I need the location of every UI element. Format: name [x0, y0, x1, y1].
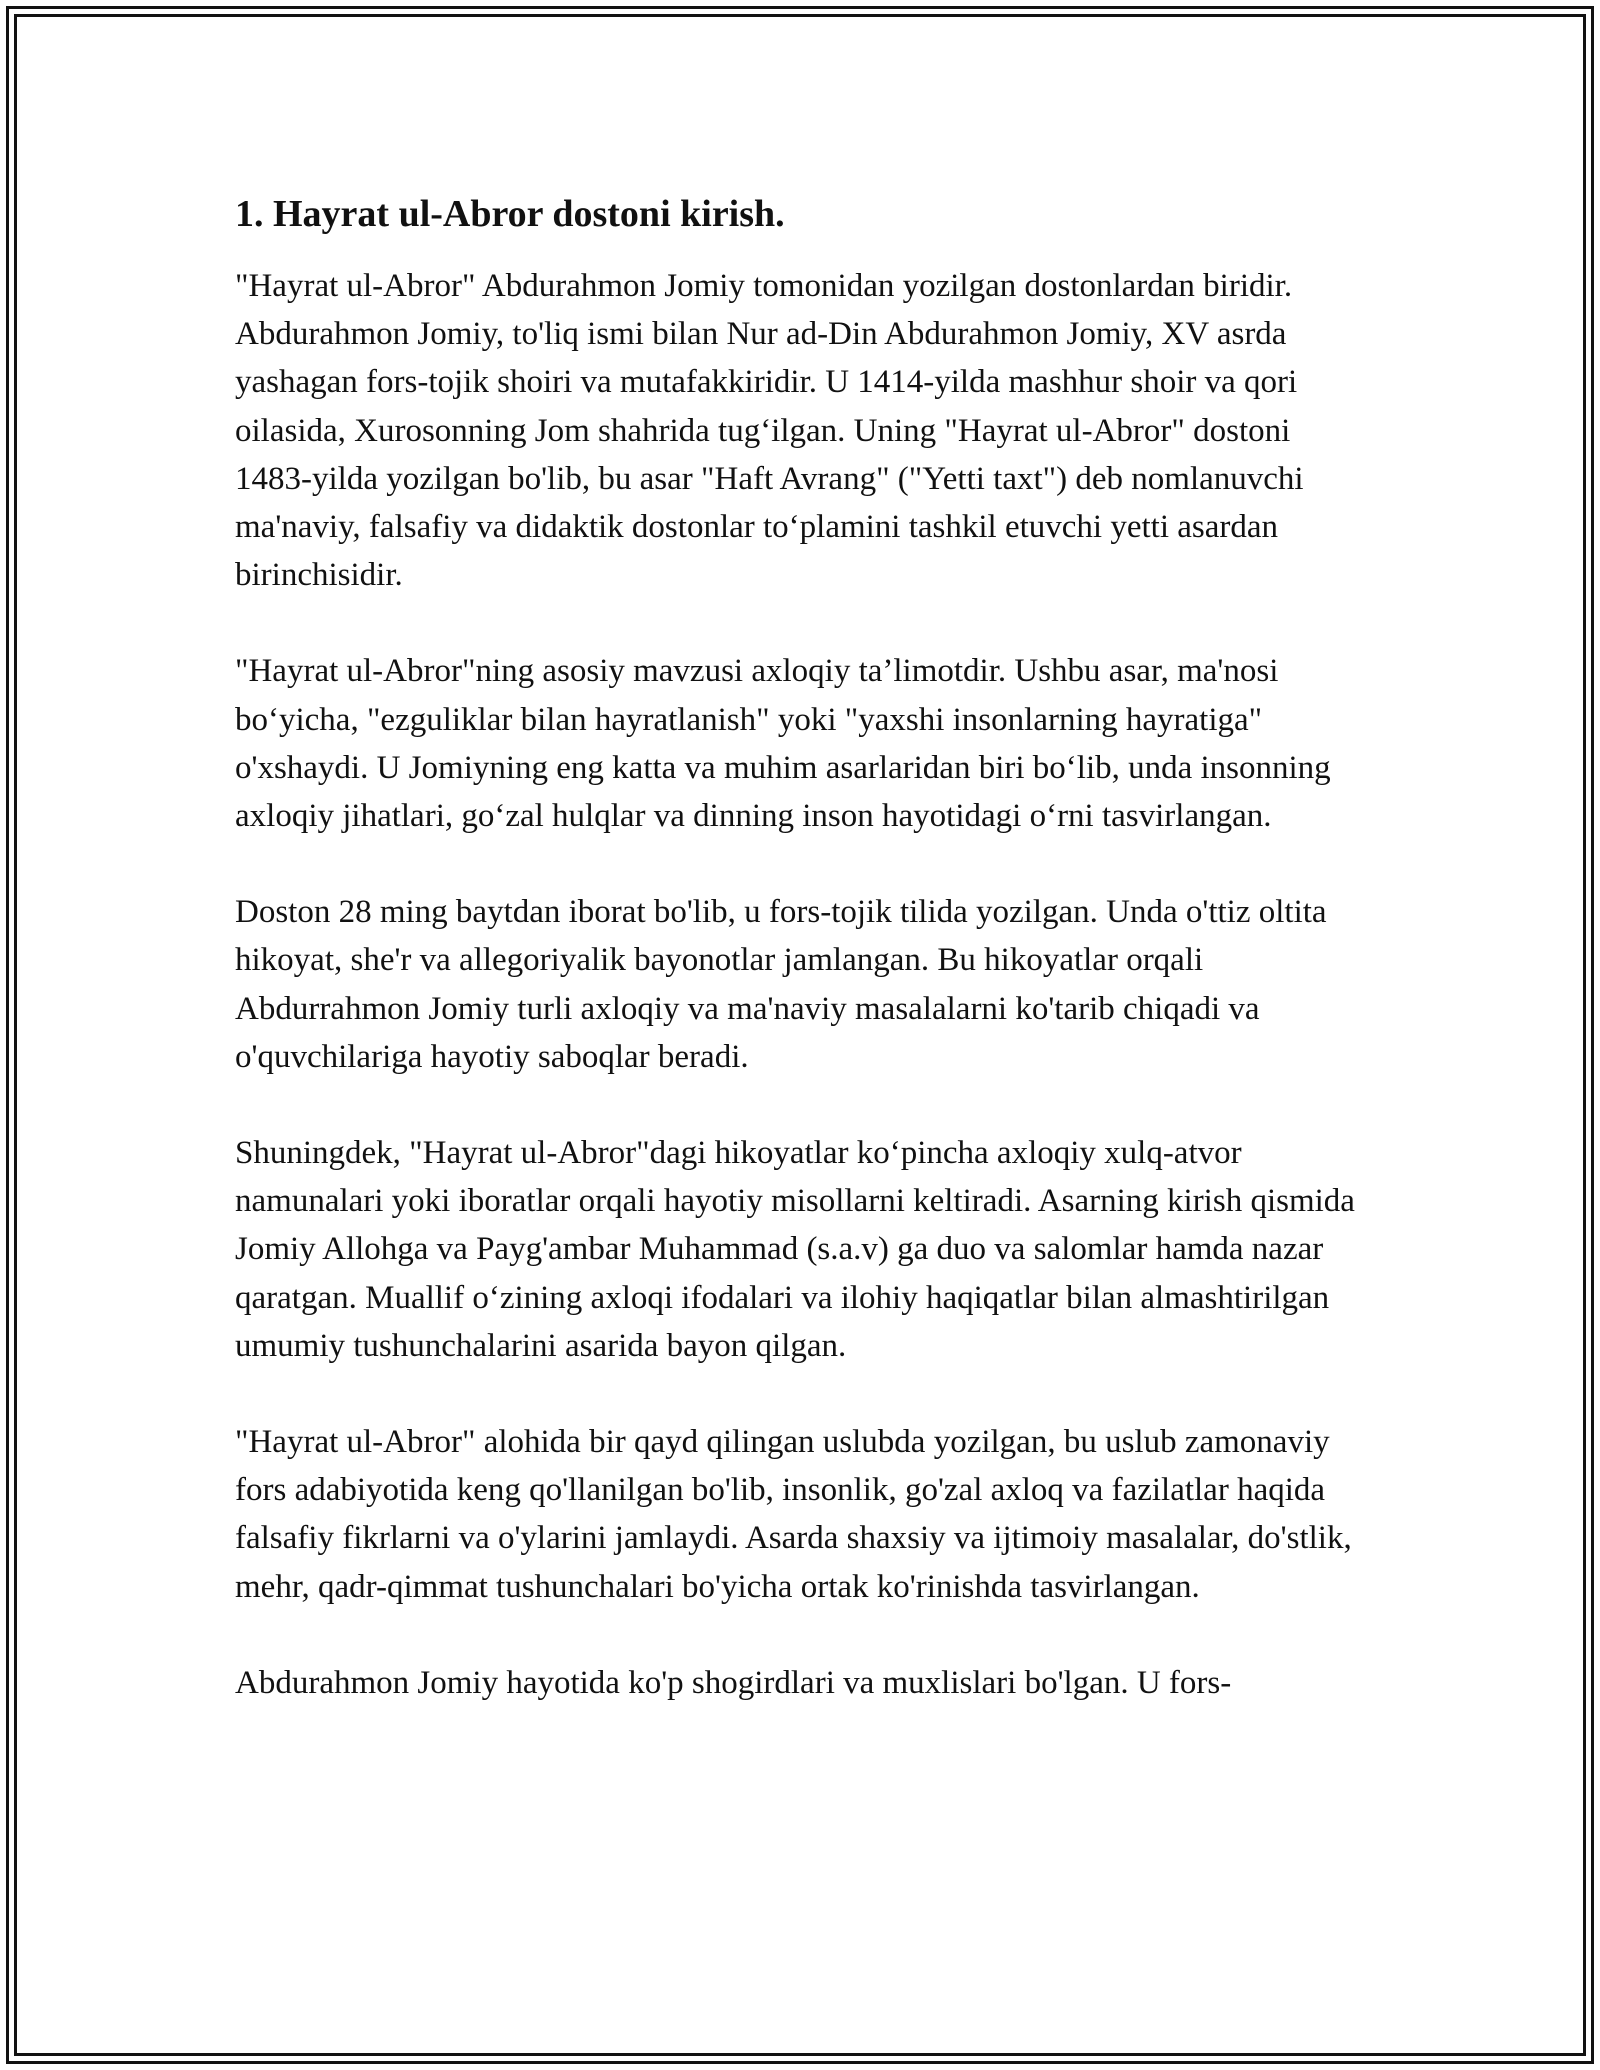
- paragraph-2: "Hayrat ul-Abror"ning asosiy mavzusi axloqiy ta’limotdir. Ushbu asar, ma'nosi boʻyicha, "ezguliklar bilan hayratlanish" yoki "yaxshi insonlarning hayratiga" o'xshaydi. U Jomiyning eng katta va muhim asarlaridan biri boʻlib, unda insonning axloqiy jihatlari, goʻzal hulqlar va dinning inson hayotidagi oʻrni tasvirlangan.: [235, 653, 1331, 835]
- document-body: [235, 190, 1370, 1707]
- section-heading: 1. Hayrat ul-Abror dostoni kirish.: [235, 193, 785, 235]
- paragraph-6: Abdurahmon Jomiy hayotida ko'p shogirdlari va muxlislari bo'lgan. U fors-: [235, 1664, 1232, 1701]
- paragraph-3: Doston 28 ming baytdan iborat bo'lib, u fors-tojik tilida yozilgan. Unda o'ttiz oltita hikoyat, she'r va allegoriyalik bayonotlar jamlangan. Bu hikoyatlar orqali Abdurrahmon Jomiy turli axloqiy va ma'naviy masalalarni ko'tarib chiqadi va o'quvchilariga hayotiy saboqlar beradi.: [235, 894, 1327, 1075]
- paragraph-5: "Hayrat ul-Abror" alohida bir qayd qilingan uslubda yozilgan, bu uslub zamonaviy fors adabiyotida keng qo'llanilgan bo'lib, insonlik, go'zal axloq va fazilatlar haqida falsafiy fikrlarni va o'ylarini jamlaydi. Asarda shaxsiy va ijtimoiy masalalar, do'stlik, mehr, qadr-qimmat tushunchalari bo'yicha ortak ko'rinishda tasvirlangan.: [235, 1424, 1352, 1605]
- paragraph-1: "Hayrat ul-Abror" Abdurahmon Jomiy tomonidan yozilgan dostonlardan biridir. Abdurahmon Jomiy, to'liq ismi bilan Nur ad-Din Abdurahmon Jomiy, XV asrda yashagan fors-tojik shoiri va mutafakkiridir. U 1414-yilda mashhur shoir va qori oilasida, Xurosonning Jom shahrida tugʻilgan. Uning "Hayrat ul-Abror" dostoni 1483-yilda yozilgan bo'lib, bu asar "Haft Avrang" ("Yetti taxt") deb nomlanuvchi ma'naviy, falsafiy va didaktik dostonlar toʻplamini tashkil etuvchi yetti asardan birinchisidir.: [235, 268, 1304, 594]
- paragraph-4: Shuningdek, "Hayrat ul-Abror"dagi hikoyatlar koʻpincha axloqiy xulq-atvor namunalari yoki iboratlar orqali hayotiy misollarni keltiradi. Asarning kirish qismida Jomiy Allohga va Payg'ambar Muhammad (s.a.v) ga duo va salomlar hamda nazar qaratgan. Muallif oʻzining axloqi ifodalari va ilohiy haqiqatlar bilan almashtirilgan umumiy tushunchalarini asarida bayon qilgan.: [235, 1135, 1355, 1364]
